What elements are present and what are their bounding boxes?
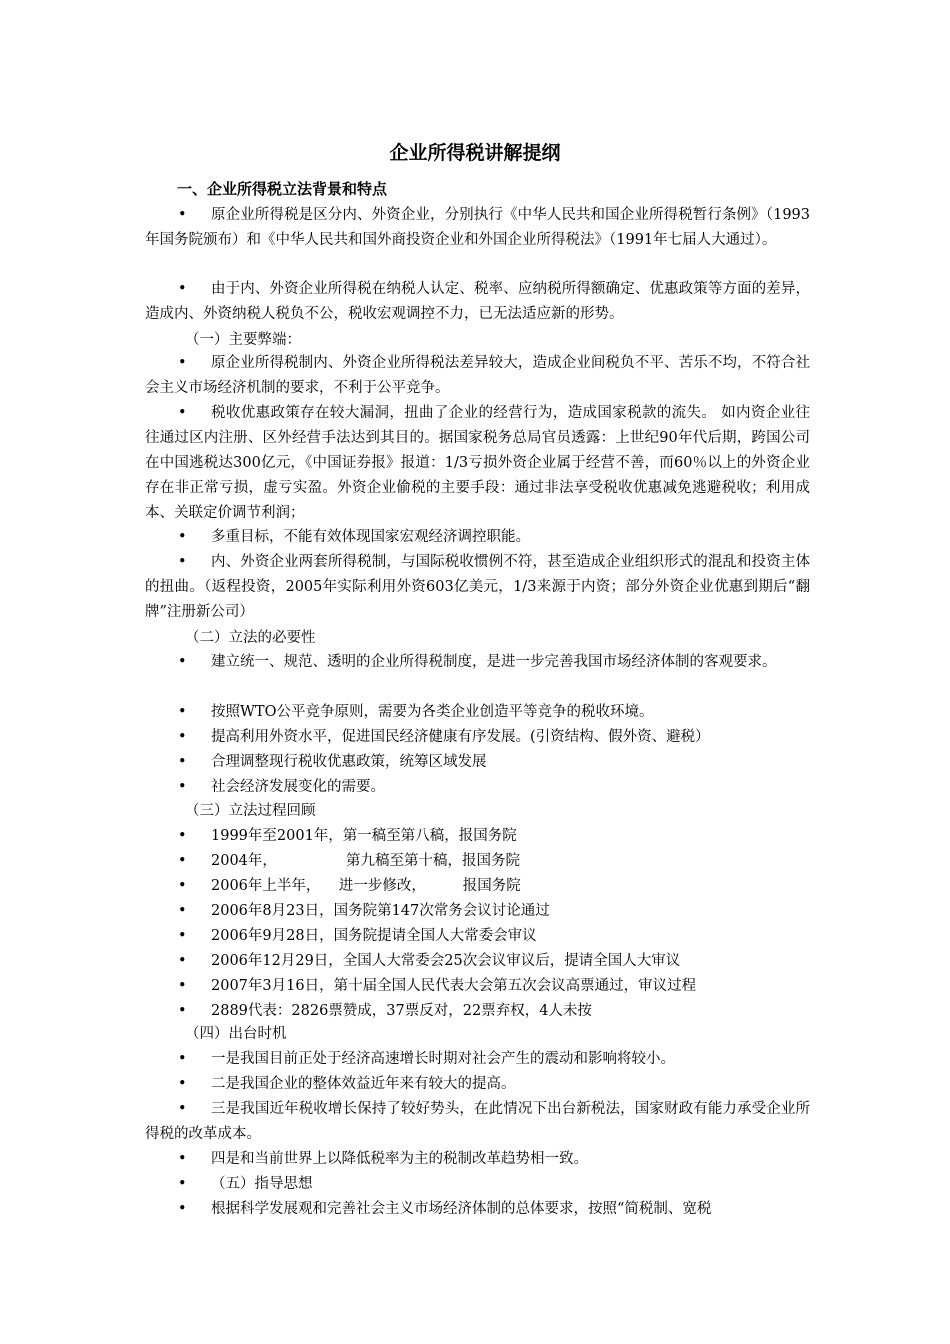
paragraph-text: 社会经济发展变化的需要。 xyxy=(211,779,385,795)
bullet-icon: • xyxy=(178,554,187,570)
paragraph-text: 根据科学发展观和完善社会主义市场经济体制的总体要求，按照“简税制、宽税 xyxy=(211,1201,712,1217)
subsection-heading: （三）立法过程回顾 xyxy=(185,803,316,819)
list-item xyxy=(145,351,810,401)
paragraph-text: 二是我国企业的整体效益近年来有较大的提高。 xyxy=(211,1076,516,1092)
bullet-icon: • xyxy=(178,953,187,969)
paragraph-text: （五）指导思想 xyxy=(211,1176,313,1192)
paragraph-text: 提高利用外资水平，促进国民经济健康有序发展。(引资结构、假外资、避税） xyxy=(211,729,710,745)
paragraph-text: 税收优惠政策存在较大漏洞，扭曲了企业的经营行为，造成国家税款的流失。 如内资企业往往通过区内注册、区外经营手法达到其目的。据国家税务总局官员透露：上世纪90年代后期，跨国公司在中国逃税达300亿元，《中国证券报》报道：1/3亏损外资企业属于经营不善，而60％以上的外资企业存在非正常亏损，虚亏实盈。外资企业偷税的主要手段：通过非法享受税收优惠减免逃避税收；利用成本、关联定价调节利润； xyxy=(145,405,810,521)
bullet-icon: • xyxy=(178,1076,187,1092)
list-item xyxy=(145,874,810,899)
list-item xyxy=(145,1097,810,1147)
list-item xyxy=(145,949,810,974)
paragraph-text: 2006年上半年， 进一步修改， 报国务院 xyxy=(211,878,521,894)
bullet-icon: • xyxy=(178,779,187,795)
paragraph-text: 一是我国目前正处于经济高速增长时期对社会产生的震动和影响将较小。 xyxy=(211,1051,675,1067)
bullet-icon: • xyxy=(178,828,187,844)
paragraph-text: 内、外资企业两套所得税制，与国际税收惯例不符，甚至造成企业组织形式的混乱和投资主体的扭曲。（返程投资，2005年实际利用外资603亿美元，1/3来源于内资；部分外资企业优惠到期后“翻牌”注册新公司） xyxy=(145,554,810,620)
bullet-icon: • xyxy=(178,355,187,371)
list-item xyxy=(145,1147,810,1172)
paragraph-text: 原企业所得税制内、外资企业所得税法差异较大，造成企业间税负不平、苦乐不均，不符合社会主义市场经济机制的要求，不利于公平竞争。 xyxy=(145,355,810,396)
list-item xyxy=(145,1197,810,1222)
paragraph-text: 2007年3月16日，第十届全国人民代表大会第五次会议高票通过，审议过程 xyxy=(211,978,697,994)
bullet-icon: • xyxy=(178,1003,187,1019)
bullet-icon: • xyxy=(178,704,187,720)
bullet-icon: • xyxy=(178,1201,187,1217)
list-item xyxy=(145,1047,810,1072)
list-item xyxy=(145,525,810,550)
subsection-heading: （一）主要弊端： xyxy=(185,332,301,348)
list-item xyxy=(145,401,810,526)
list-item xyxy=(145,750,810,775)
paragraph-text: 三是我国近年税收增长保持了较好势头，在此情况下出台新税法，国家财政有能力承受企业所得税的改革成本。 xyxy=(145,1101,810,1142)
bullet-icon: • xyxy=(178,903,187,919)
list-item xyxy=(145,725,810,750)
bullet-icon: • xyxy=(178,281,187,297)
bullet-icon: • xyxy=(178,928,187,944)
subsection-heading: （二）立法的必要性 xyxy=(185,630,316,646)
paragraph-text: 由于内、外资企业所得税在纳税人认定、税率、应纳税所得额确定、优惠政策等方面的差异，造成内、外资纳税人税负不公，税收宏观调控不力，已无法适应新的形势。 xyxy=(145,281,810,322)
list-item xyxy=(145,775,810,800)
list-item xyxy=(145,550,810,625)
bullet-icon: • xyxy=(178,1176,187,1192)
section-heading: 一、企业所得税立法背景和特点 xyxy=(177,180,388,198)
paragraph-text: 合理调整现行税收优惠政策，统筹区域发展 xyxy=(211,754,487,770)
paragraph-text: 建立统一、规范、透明的企业所得税制度，是进一步完善我国市场经济体制的客观要求。 xyxy=(211,654,777,670)
bullet-icon: • xyxy=(178,754,187,770)
paragraph-text: 2006年8月23日，国务院第147次常务会议讨论通过 xyxy=(211,903,550,919)
paragraph-text: 按照WTO公平竞争原则，需要为各类企业创造平等竞争的税收环境。 xyxy=(211,704,654,720)
paragraph-text: 1999年至2001年，第一稿至第八稿，报国务院 xyxy=(211,828,517,844)
bullet-icon: • xyxy=(178,207,187,223)
list-item xyxy=(145,1172,810,1197)
list-item xyxy=(145,650,810,675)
bullet-icon: • xyxy=(178,1051,187,1067)
bullet-icon: • xyxy=(178,529,187,545)
paragraph-text: 原企业所得税是区分内、外资企业，分别执行《中华人民共和国企业所得税暂行条例》（1993年国务院颁布）和《中华人民共和国外商投资企业和外国企业所得税法》（1991年七届人大通过）。 xyxy=(145,207,810,248)
list-item xyxy=(145,849,810,874)
document-title: 企业所得税讲解提纲 xyxy=(389,142,561,164)
paragraph-text: 四是和当前世界上以降低税率为主的税制改革趋势相一致。 xyxy=(211,1151,588,1167)
bullet-icon: • xyxy=(178,729,187,745)
bullet-icon: • xyxy=(178,978,187,994)
paragraph-text: 2006年9月28日，国务院提请全国人大常委会审议 xyxy=(211,928,537,944)
bullet-icon: • xyxy=(178,1151,187,1167)
bullet-icon: • xyxy=(178,654,187,670)
list-item xyxy=(145,277,810,327)
bullet-icon: • xyxy=(178,853,187,869)
list-item xyxy=(145,899,810,924)
list-item xyxy=(145,1072,810,1097)
subsection-heading: （四）出台时机 xyxy=(185,1026,287,1042)
bullet-icon: • xyxy=(178,1101,187,1117)
bullet-icon: • xyxy=(178,878,187,894)
list-item xyxy=(145,824,810,849)
paragraph-text: 多重目标，不能有效体现国家宏观经济调控职能。 xyxy=(211,529,530,545)
list-item xyxy=(145,974,810,999)
paragraph-text: 2006年12月29日，全国人大常委会25次会议审议后，提请全国人大审议 xyxy=(211,953,681,969)
list-item xyxy=(145,999,810,1024)
list-item xyxy=(145,203,810,253)
list-item xyxy=(145,924,810,949)
paragraph-text: 2004年， 第九稿至第十稿，报国务院 xyxy=(211,853,521,869)
paragraph-text: 2889代表：2826票赞成，37票反对，22票弃权，4人未按 xyxy=(211,1003,592,1019)
list-item xyxy=(145,700,810,725)
bullet-icon: • xyxy=(178,405,187,421)
